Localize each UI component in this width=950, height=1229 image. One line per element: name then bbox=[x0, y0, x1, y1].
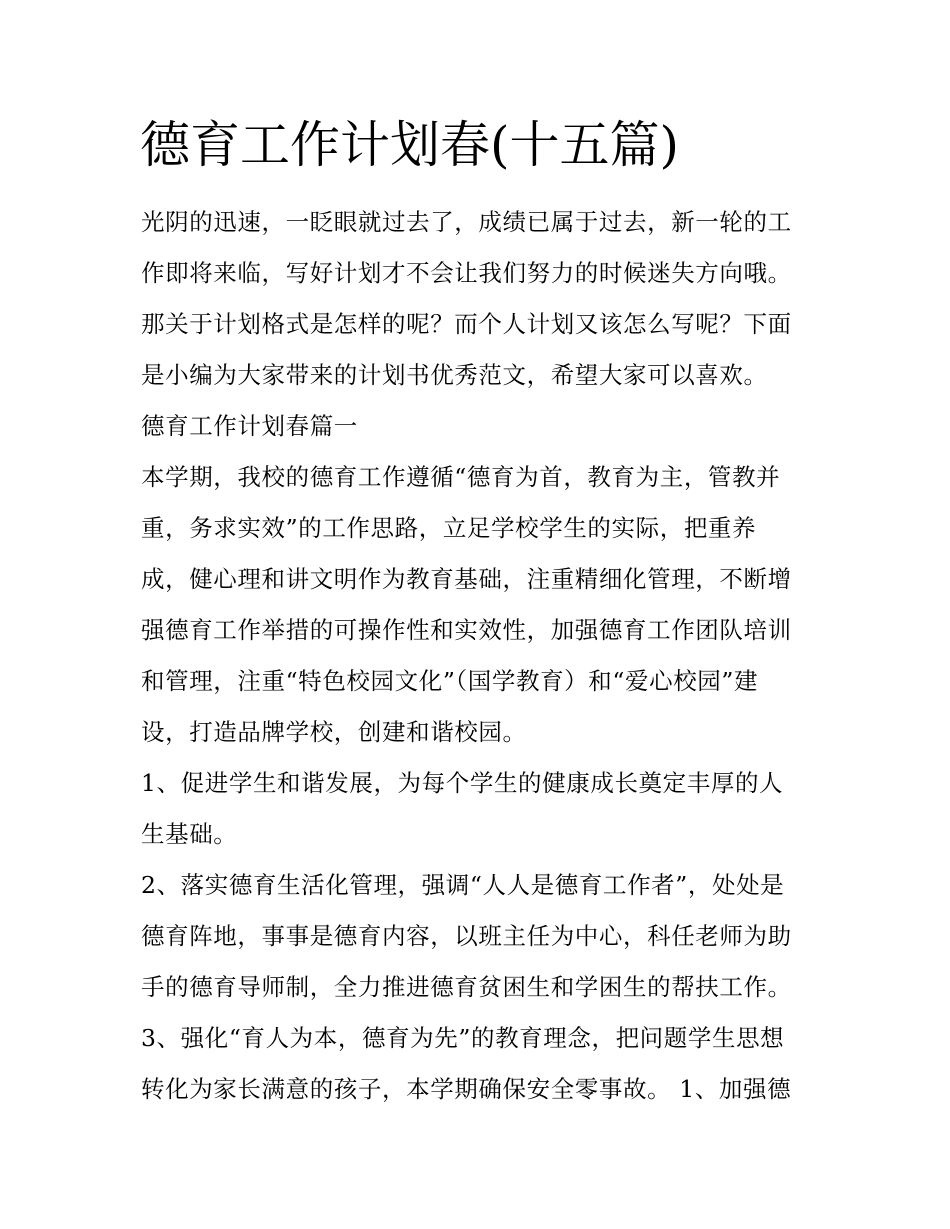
list-item-2-line-2: 德育阵地，事事是德育内容，以班主任为中心，科任老师为助 bbox=[141, 922, 792, 950]
list-item-1-line-1: 1、促进学生和谐发展，为每个学生的健康成长奠定丰厚的人 bbox=[141, 769, 784, 797]
body-line-1: 光阴的迅速，一眨眼就过去了，成绩已属于过去，新一轮的工 bbox=[141, 208, 792, 236]
body-line-7: 重，务求实效”的工作思路，立足学校学生的实际，把重养 bbox=[141, 514, 757, 542]
body-line-11: 设，打造品牌学校，创建和谐校园。 bbox=[141, 718, 527, 746]
list-item-3-line-2: 转化为家长满意的孩子，本学期确保安全零事故。 1、加强德 bbox=[141, 1075, 792, 1103]
list-item-1-line-2: 生基础。 bbox=[141, 820, 238, 848]
body-line-2: 作即将来临，写好计划才不会让我们努力的时候迷失方向哦。 bbox=[141, 259, 792, 287]
list-item-3-line-1: 3、强化“育人为本，德育为先”的教育理念，把问题学生思想 bbox=[141, 1024, 785, 1052]
body-line-10: 和管理，注重“特色校园文化”（国学教育）和“爱心校园”建 bbox=[141, 667, 759, 695]
body-line-6: 本学期，我校的德育工作遵循“德育为首，教育为主，管教并 bbox=[141, 463, 781, 491]
section-heading: 德育工作计划春篇一 bbox=[141, 412, 358, 440]
list-item-2-line-1: 2、落实德育生活化管理，强调“人人是德育工作者”，处处是 bbox=[141, 871, 785, 899]
body-line-9: 强德育工作举措的可操作性和实效性，加强德育工作团队培训 bbox=[141, 616, 792, 644]
body-line-4: 是小编为大家带来的计划书优秀范文，希望大家可以喜欢。 bbox=[141, 361, 768, 389]
list-item-2-line-3: 手的德育导师制，全力推进德育贫困生和学困生的帮扶工作。 bbox=[141, 973, 792, 1001]
document-title: 德育工作计划春(十五篇) bbox=[140, 116, 680, 174]
body-line-3: 那关于计划格式是怎样的呢？而个人计划又该怎么写呢？下面 bbox=[141, 310, 792, 338]
body-line-8: 成，健心理和讲文明作为教育基础，注重精细化管理，不断增 bbox=[141, 565, 792, 593]
